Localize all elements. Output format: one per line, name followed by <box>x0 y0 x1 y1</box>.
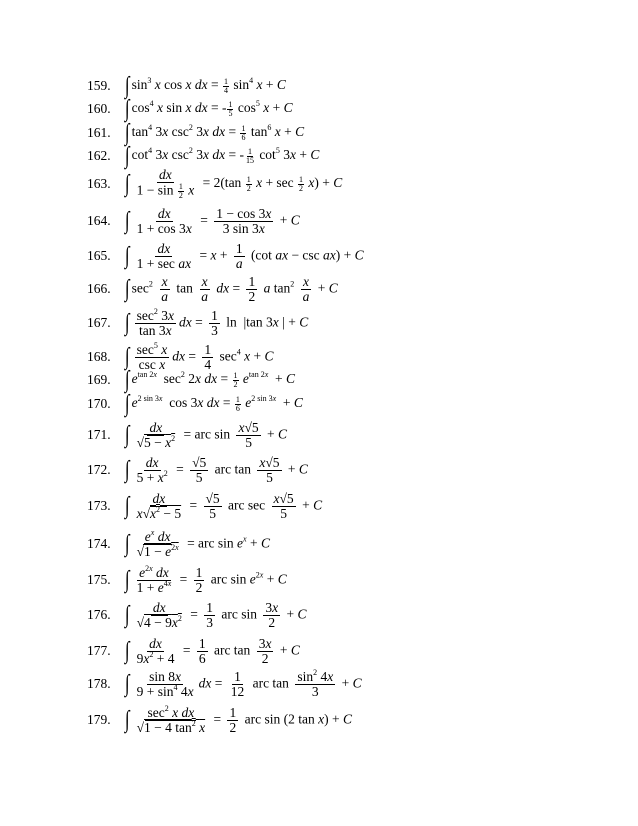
formula-expression: $\frac{e^x dx}{√1 - e^{2x}}$ = arc $\sin e^x + C$ <box>136 527 270 559</box>
formula-170 <box>87 391 303 417</box>
formula-expression: $\cot^4 3x$ $\csc^2 3x$ dx = - $\frac{1}{15}$ $\cot^5 3x + C$ <box>131 146 320 165</box>
formula-174 <box>87 525 270 563</box>
formula-expression: $\sec^2$ $\frac{x}{a}$ tan $\frac{x}{a}$ dx = $\frac{1}{2}$ a $\tan^2$ $\frac{x}{a}$ + C <box>131 273 338 304</box>
formula-number: 171. <box>87 427 111 442</box>
formula-number: 160. <box>87 101 111 116</box>
integral-sign: ∫ <box>124 171 130 197</box>
integral-sign: ∫ <box>124 457 130 483</box>
formula-expression: $\cos^4 x$ sin x dx = - $\frac{1}{5}$ $\cos^5 x + C$ <box>131 99 293 118</box>
integral-sign: ∫ <box>124 143 130 169</box>
formula-number: 161. <box>87 125 111 140</box>
formula-number: 175. <box>87 572 111 587</box>
formula-175 <box>87 561 287 599</box>
integral-sign: ∫ <box>124 391 130 417</box>
formula-number: 176. <box>87 607 111 622</box>
formula-171 <box>87 416 287 454</box>
formula-172 <box>87 451 308 489</box>
formula-173 <box>87 487 322 525</box>
formula-expression: $\sin^3 x$ cos x dx = $\frac{1}{4}$ $\sin^4 x + C$ <box>131 76 286 95</box>
formula-expression: $e^{2 sin 3x}$ cos 3x dx = $\frac{1}{6}$ $e^{2 sin 3x} + C$ <box>131 394 303 413</box>
formula-expression: $\tan^4 3x$ $\csc^2 3x$ dx = $\frac{1}{6}$ $\tan^6 x + C$ <box>131 123 305 142</box>
formula-number: 167. <box>87 315 111 330</box>
formula-number: 169. <box>87 372 111 387</box>
formula-expression: $\frac{\sec^2 x dx}{√1 - 4 \tan^2 x}$ = $\frac{1}{2}$ arc sin (2 tan x) + C <box>136 703 352 735</box>
formula-expression: $\frac{dx}{√4 - 9x^2}$ = $\frac{1}{3}$ arc sin $\frac{3x}{2}$ + C <box>136 599 307 630</box>
formula-163 <box>87 165 342 203</box>
formula-number: 162. <box>87 148 111 163</box>
formula-number: 168. <box>87 349 111 364</box>
integral-sign: ∫ <box>124 367 130 393</box>
formula-number: 179. <box>87 712 111 727</box>
formula-expression: $\frac{e^{2x} dx}{1 + e^{4x}}$ = $\frac{1}{2}$ arc $\sin e^{2x} + C$ <box>136 563 287 595</box>
formula-160 <box>87 96 293 122</box>
formula-number: 166. <box>87 281 111 296</box>
formula-expression: $\frac{\sec^2 3x}{\tan 3x}$ dx = $\frac{1}{3}$ ln |tan 3x | + C <box>136 306 309 338</box>
formula-176 <box>87 596 307 634</box>
formula-expression: $\frac{dx}{1 + \cos 3x}$ = $\frac{1 - \cos 3x}{3 \sin 3x}$ + C <box>136 205 300 236</box>
formula-number: 165. <box>87 248 111 263</box>
integral-sign: ∫ <box>124 602 130 628</box>
integral-sign: ∫ <box>124 671 130 697</box>
formula-expression: $\frac{dx}{x√x^2 - 5}$ = $\frac{√5}{5}$ arc sec $\frac{x√5}{5}$ + C <box>136 490 323 521</box>
integral-sign: ∫ <box>124 493 130 519</box>
integral-sign: ∫ <box>124 422 130 448</box>
formula-number: 177. <box>87 643 111 658</box>
formula-number: 174. <box>87 536 111 551</box>
formula-expression: $\frac{dx}{\text{1 + sec ax}}$ = x + $\frac{1}{a}$ (cot ax − csc ax) + C <box>136 240 364 271</box>
formula-expression: $\frac{\sin 8x}{9 + \sin^4 4x}$ dx = $\frac{1}{12}$ arc tan $\frac{\sin^2 4x}{3}$ + C <box>136 667 362 699</box>
formula-166 <box>87 270 338 308</box>
integral-sign: ∫ <box>124 120 130 146</box>
formula-number: 172. <box>87 462 111 477</box>
formula-number: 173. <box>87 498 111 513</box>
integral-sign: ∫ <box>124 531 130 557</box>
formula-expression: $\frac{dx}{9x^2 + 4}$ = $\frac{1}{6}$ arc tan $\frac{3x}{2}$ + C <box>136 635 300 666</box>
formula-178 <box>87 665 362 703</box>
formula-number: 164. <box>87 213 111 228</box>
integral-sign: ∫ <box>124 344 130 370</box>
formula-179 <box>87 701 352 739</box>
formula-number: 159. <box>87 78 111 93</box>
integral-sign: ∫ <box>124 73 130 99</box>
formula-167 <box>87 304 308 342</box>
integral-sign: ∫ <box>124 96 130 122</box>
formula-number: 178. <box>87 676 111 691</box>
integral-sign: ∫ <box>124 243 130 269</box>
integral-sign: ∫ <box>124 208 130 234</box>
formula-expression: dx 1 − sin $\frac{1}{2}$ x = 2(tan $\frac{1}{2}$ x + sec $\frac{1}{2}$ x) + C <box>136 167 343 200</box>
formula-169 <box>87 367 295 393</box>
formula-expression: $\frac{\sec^5 x}{\text{csc x}}$ dx = $\frac{1}{4}$ $\sec^4 x + C$ <box>136 340 274 372</box>
formula-expression: $e^{tan 2x}$ $\sec^2 2x$ dx = $\frac{1}{2}$ $e^{tan 2x} + C$ <box>131 370 296 389</box>
formula-164 <box>87 202 300 240</box>
formula-number: 163. <box>87 176 111 191</box>
integral-sign: ∫ <box>124 707 130 733</box>
integral-sign: ∫ <box>124 276 130 302</box>
formula-expression: $\frac{dx}{5 + x^2}$ = $\frac{√5}{5}$ arc tan $\frac{x√5}{5}$ + C <box>136 454 308 485</box>
formula-expression: $\frac{dx}{√5 - x^2}$ = arc sin $\frac{x√5}{5}$ + C <box>136 419 288 450</box>
integral-sign: ∫ <box>124 310 130 336</box>
formula-number: 170. <box>87 396 111 411</box>
integral-sign: ∫ <box>124 567 130 593</box>
integral-sign: ∫ <box>124 638 130 664</box>
